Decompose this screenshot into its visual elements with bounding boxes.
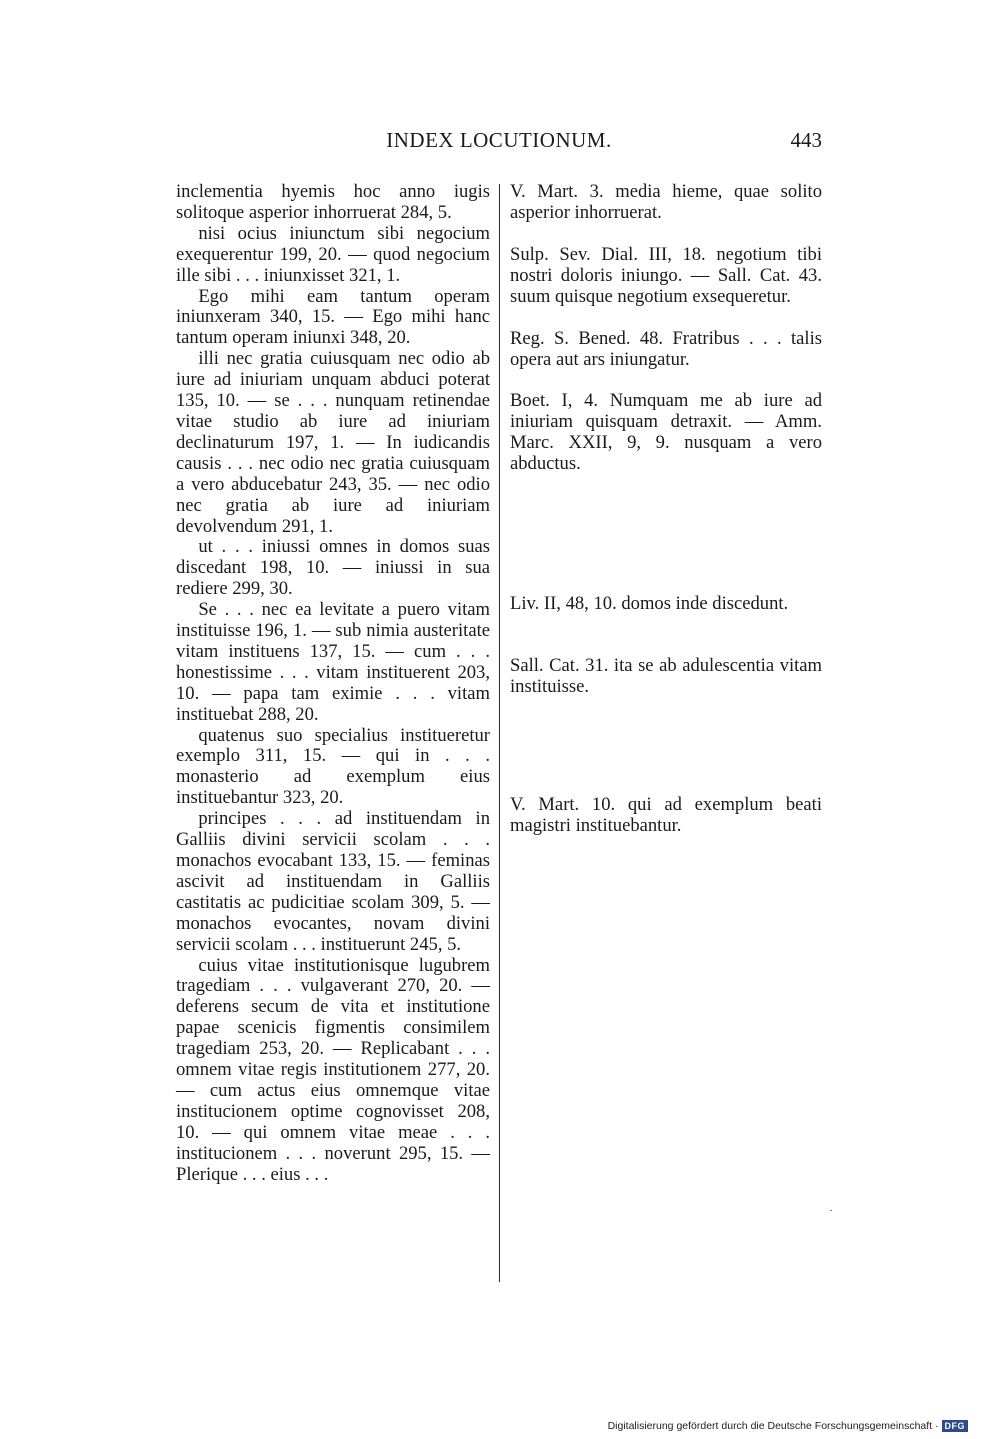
index-entry: illi nec gratia cuiusquam nec odio ab iure ad iniuriam unquam abduci poterat 135, 10. — se . . . nunquam retinendae vitae studio ab iure ad iniuriam declinaturum 197, 1. — In iudicandis causis . . . nec odio nec gratia cuiusquam a vero abducebatur 243, 35. — nec odio nec gratia ab iure ad iniuriam devolvendum 291, 1. — [176, 348, 490, 537]
page-header — [176, 128, 822, 158]
index-entry: Ego mihi eam tantum operam iniunxeram 340, 15. — Ego mihi hanc tantum operam iniunxi 348, 20. — [176, 285, 490, 349]
index-entry: inclementia hyemis hoc anno iugis solitoque asperior inhorruerat 284, 5. — [176, 181, 490, 223]
source-citation: Liv. II, 48, 10. domos inde discedunt. — [510, 593, 789, 614]
index-entry: Se . . . nec ea levitate a puero vitam instituisse 196, 1. — sub nimia austeritate vitam instituens 137, 15. — cum . . . honestissime . . . vitam instituerent 203, 10. — papa tam eximie . . . vitam instituebat 288, 20. — [176, 599, 490, 725]
index-entry: nisi ocius iniunctum sibi negocium exequerentur 199, 20. — quod negocium ille sibi . . . iniunxisset 321, 1. — [176, 222, 490, 286]
running-title: INDEX LOCUTIONUM. — [386, 128, 612, 152]
index-entry: quatenus suo specialius institueretur exemplo 311, 15. — qui in . . . monasterio ad exemplum eius instituebantur 323, 20. — [176, 724, 490, 809]
scan-speck — [830, 1210, 832, 1211]
dfg-logo: DFG — [942, 1420, 969, 1432]
source-citation: Sall. Cat. 31. ita se ab adulescentia vitam instituisse. — [510, 655, 822, 697]
source-citation: V. Mart. 3. media hieme, quae solito asperior inhorruerat. — [510, 181, 822, 223]
footer-text: Digitalisierung gefördert durch die Deutsche Forschungsgemeinschaft · — [607, 1420, 939, 1432]
index-entry: cuius vitae institutionisque lugubrem tragediam . . . vulgaverant 270, 20. — deferens secum de vita et institutione papae scenicis figmentis consimilem tragediam 253, 20. — Replicabant . . . omnem vitae regis institutionem 277, 20. — cum actus eius omnemque vitae institucionem optime cognovisset 208, 10. — qui omnem vitae meae . . . institucionem . . . noverunt 295, 15. — Plerique . . . eius . . . — [176, 954, 490, 1185]
source-citation: V. Mart. 10. qui ad exemplum beati magistri instituebantur. — [510, 794, 822, 836]
column-divider — [499, 184, 500, 1282]
source-citation: Boet. I, 4. Numquam me ab iure ad iniuriam quisquam detraxit. — Amm. Marc. XXII, 9, 9. nusquam a vero abductus. — [510, 390, 822, 474]
index-entry: ut . . . iniussi omnes in domos suas discedant 198, 10. — iniussi in sua rediere 299, 30. — [176, 536, 490, 600]
page-number: 443 — [790, 128, 822, 152]
index-entry: principes . . . ad instituendam in Galliis divini servicii scolam . . . monachos evocabant 133, 15. — feminas ascivit ad instituendam in Galliis castitatis ac pudicitiae scolam 309, 5. — monachos evocantes, novam divini servicii scolam . . . instituerunt 245, 5. — [176, 808, 490, 955]
source-citation: Sulp. Sev. Dial. III, 18. negotium tibi nostri doloris iniungo. — Sall. Cat. 43. suum quisque negotium exsequeretur. — [510, 244, 822, 307]
digitization-footer — [608, 1420, 968, 1432]
source-citation: Reg. S. Bened. 48. Fratribus . . . talis opera aut ars iniungatur. — [510, 328, 822, 370]
left-column — [176, 182, 490, 1186]
